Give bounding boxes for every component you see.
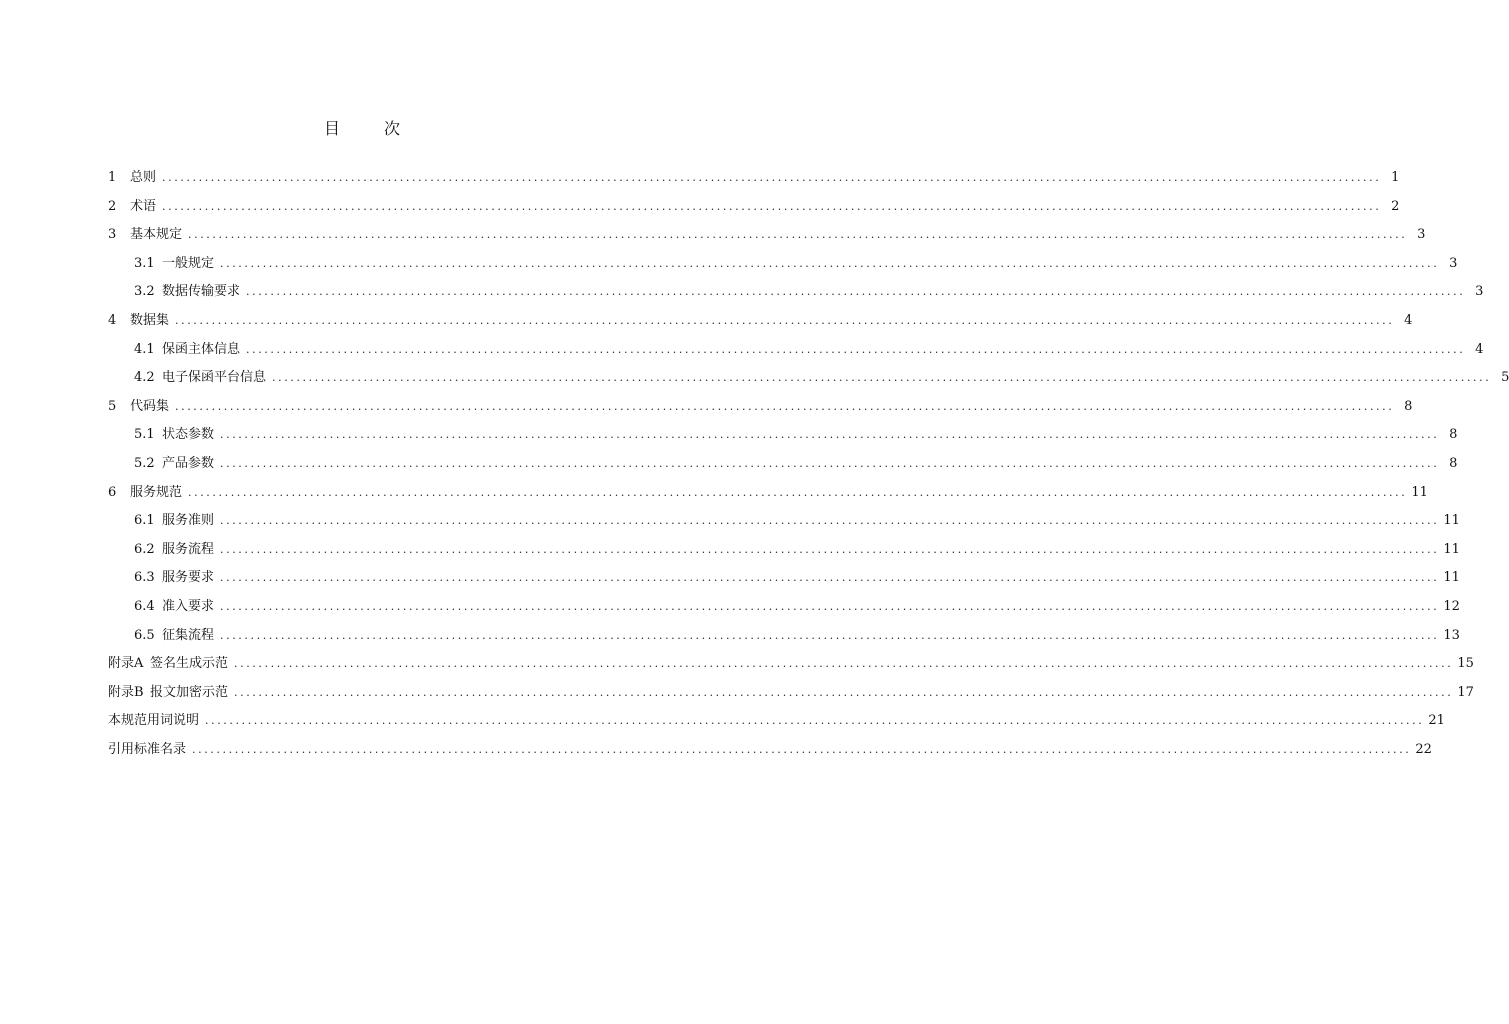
toc-entry-page-number: 13 [1443, 627, 1460, 643]
toc-entry-page-number: 12 [1443, 599, 1460, 614]
toc-entry-title: 征集流程 [162, 627, 215, 643]
toc-entry-page-number: 17 [1457, 684, 1474, 700]
toc-dot-leader: ........................................................................................................................................................................................................ [220, 514, 1440, 528]
toc-entry-title: 签名生成示范 [150, 656, 229, 672]
toc-entry-page-number: 3 [1449, 255, 1458, 271]
toc-dot-leader: ........................................................................................................................................................................................................ [234, 685, 1454, 699]
toc-entry-page-number: 8 [1449, 456, 1458, 471]
toc-entry-number: 附录A [108, 656, 144, 672]
toc-dot-leader: ........................................................................................................................................................................................................ [220, 600, 1440, 613]
toc-entry-page-number: 8 [1404, 398, 1413, 414]
toc-entry[interactable] [108, 738, 1432, 758]
toc-entry-title: 数据传输要求 [162, 284, 241, 300]
toc-dot-leader: ........................................................................................................................................................................................................ [175, 399, 1395, 413]
toc-entry-number: 6.3 [134, 570, 155, 586]
toc-dot-leader: ........................................................................................................................................................................................................ [188, 485, 1408, 499]
toc-entry-title: 电子保函平台信息 [162, 370, 267, 386]
toc-entry-title: 服务流程 [162, 541, 215, 557]
toc-entry-number: 6.5 [134, 627, 155, 643]
toc-entry-title: 本规范用词说明 [108, 713, 200, 729]
toc-entry-page-number: 1 [1391, 170, 1400, 185]
toc-entry-number: 4 [108, 313, 117, 328]
toc-entry-title: 产品参数 [162, 456, 215, 471]
toc-entry-number: 6.4 [134, 599, 155, 614]
toc-entry-title: 术语 [130, 198, 157, 214]
toc-dot-leader: ........................................................................................................................................................................................................ [192, 743, 1412, 756]
toc-entry-title: 引用标准名录 [108, 742, 187, 757]
toc-entry[interactable] [108, 223, 1426, 243]
toc-entry-page-number: 2 [1391, 198, 1400, 214]
toc-entry[interactable] [134, 338, 1484, 358]
toc-entry[interactable] [108, 395, 1413, 415]
toc-dot-leader: ........................................................................................................................................................................................................ [246, 285, 1466, 299]
toc-entry-title: 准入要求 [162, 599, 215, 614]
toc-entry-number: 4.1 [134, 341, 155, 357]
toc-entry-number: 1 [108, 170, 117, 185]
toc-dot-leader: ........................................................................................................................................................................................................ [220, 571, 1440, 585]
toc-entry[interactable] [108, 681, 1474, 701]
toc-entry[interactable] [134, 366, 1509, 386]
toc-dot-leader: ........................................................................................................................................................................................................ [272, 371, 1492, 385]
toc-entry-page-number: 3 [1417, 227, 1426, 243]
toc-entry-number: 6.2 [134, 541, 155, 557]
toc-dot-leader: ........................................................................................................................................................................................................ [188, 228, 1408, 242]
toc-entry-number: 3 [108, 227, 117, 243]
toc-entry[interactable] [108, 709, 1445, 729]
toc-entry-page-number: 22 [1415, 742, 1432, 757]
toc-dot-leader: ........................................................................................................................................................................................................ [220, 256, 1440, 270]
toc-entry[interactable] [108, 481, 1428, 501]
toc-entry-number: 附录B [108, 684, 144, 700]
toc-entry[interactable] [108, 195, 1400, 215]
toc-title: 目 次 [323, 119, 414, 138]
toc-entry[interactable] [134, 423, 1458, 443]
toc-entry-page-number: 11 [1443, 513, 1460, 529]
toc-entry-number: 5.2 [134, 456, 155, 471]
toc-entry-number: 4.2 [134, 370, 155, 386]
toc-dot-leader: ........................................................................................................................................................................................................ [162, 171, 1382, 184]
toc-entry-title: 保函主体信息 [162, 341, 241, 357]
toc-entry-page-number: 3 [1475, 284, 1484, 300]
toc-entry-page-number: 11 [1411, 484, 1428, 500]
toc-entry-page-number: 11 [1443, 570, 1460, 586]
toc-entry-number: 5 [108, 398, 117, 414]
toc-entry-page-number: 21 [1428, 713, 1445, 729]
toc-entry[interactable] [134, 280, 1484, 300]
toc-entry-number: 3.1 [134, 255, 155, 271]
toc-entry-page-number: 4 [1404, 313, 1413, 328]
toc-entry[interactable] [108, 309, 1413, 329]
toc-dot-leader: ........................................................................................................................................................................................................ [220, 628, 1440, 642]
toc-entry-page-number: 8 [1449, 427, 1458, 443]
toc-dot-leader: ........................................................................................................................................................................................................ [205, 714, 1425, 728]
toc-entry[interactable] [134, 509, 1460, 529]
toc-dot-leader: ........................................................................................................................................................................................................ [162, 199, 1382, 213]
toc-dot-leader: ........................................................................................................................................................................................................ [220, 542, 1440, 556]
toc-entry-title: 服务准则 [162, 513, 215, 529]
toc-entry-title: 总则 [130, 170, 157, 185]
toc-entry-title: 基本规定 [130, 227, 183, 243]
toc-dot-leader: ........................................................................................................................................................................................................ [220, 457, 1440, 470]
toc-entry-number: 5.1 [134, 427, 155, 443]
toc-dot-leader: ........................................................................................................................................................................................................ [234, 657, 1454, 671]
toc-entry-title: 报文加密示范 [150, 684, 229, 700]
toc-dot-leader: ........................................................................................................................................................................................................ [175, 314, 1395, 327]
toc-entry-number: 6 [108, 484, 117, 500]
toc-entry-number: 6.1 [134, 513, 155, 529]
toc-entry-page-number: 4 [1475, 341, 1484, 357]
toc-entry-page-number: 11 [1443, 541, 1460, 557]
toc-entry[interactable] [108, 652, 1474, 672]
toc-entry-title: 代码集 [130, 398, 170, 414]
toc-entry[interactable] [134, 595, 1460, 615]
toc-entry-page-number: 15 [1457, 656, 1474, 672]
toc-entry[interactable] [134, 452, 1458, 472]
toc-entry-title: 服务要求 [162, 570, 215, 586]
toc-dot-leader: ........................................................................................................................................................................................................ [220, 428, 1440, 442]
toc-entry-title: 状态参数 [162, 427, 215, 443]
toc-entry[interactable] [108, 166, 1400, 186]
toc-entry-title: 一般规定 [162, 255, 215, 271]
toc-entry[interactable] [134, 624, 1460, 644]
toc-entry-page-number: 5 [1501, 370, 1509, 386]
toc-entry-title: 服务规范 [130, 484, 183, 500]
toc-entry[interactable] [134, 252, 1458, 272]
toc-entry-number: 2 [108, 198, 117, 214]
toc-dot-leader: ........................................................................................................................................................................................................ [246, 342, 1466, 356]
toc-entry[interactable] [134, 538, 1460, 558]
toc-entry-title: 数据集 [130, 313, 170, 328]
toc-entry[interactable] [134, 566, 1460, 586]
toc-entry-number: 3.2 [134, 284, 155, 300]
